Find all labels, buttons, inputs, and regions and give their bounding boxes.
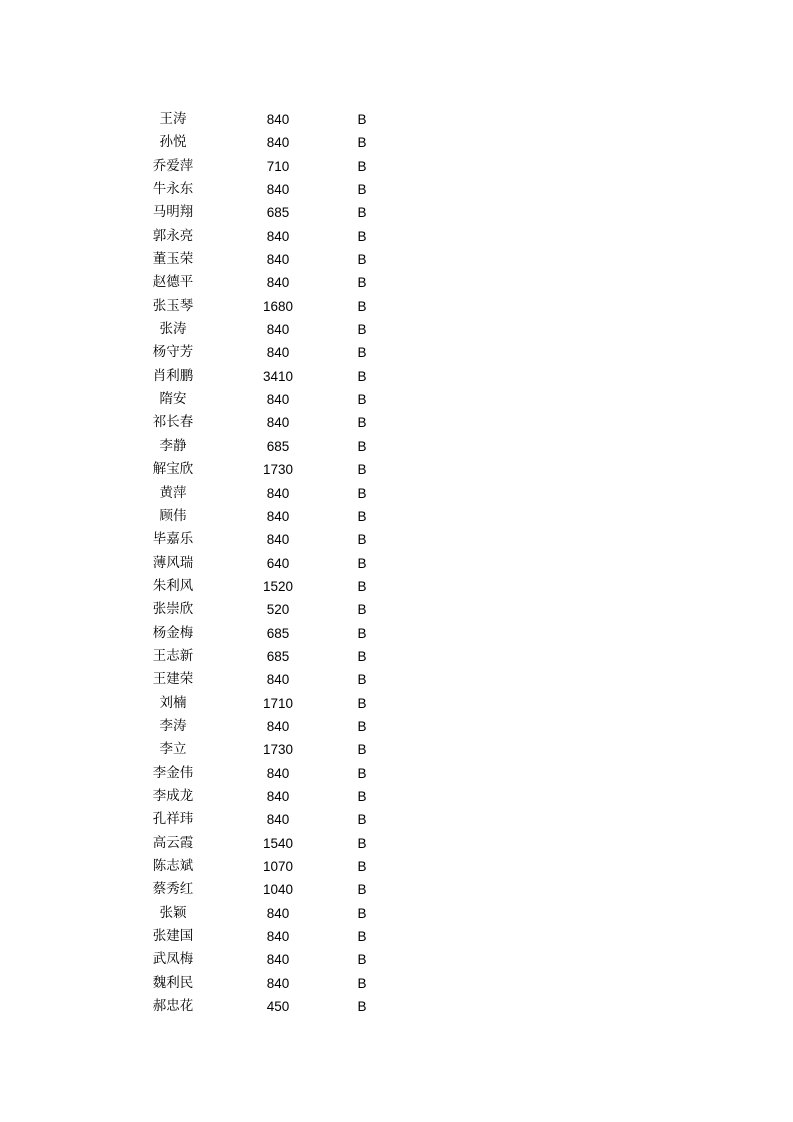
grade-cell: B xyxy=(357,252,367,268)
table-row xyxy=(0,925,793,948)
table-row xyxy=(0,645,793,668)
table-row xyxy=(0,155,793,178)
grade-cell: B xyxy=(357,275,367,291)
table-row xyxy=(0,178,793,201)
amount-cell: 1730 xyxy=(262,462,294,478)
amount-cell: 840 xyxy=(266,905,290,921)
amount-cell: 840 xyxy=(266,182,290,198)
table-row xyxy=(0,738,793,761)
table-row xyxy=(0,108,793,131)
amount-cell: 840 xyxy=(266,252,290,268)
name-cell: 董玉荣 xyxy=(152,251,194,268)
grade-cell: B xyxy=(357,508,367,524)
name-cell: 张涛 xyxy=(159,321,187,338)
name-cell: 乔爱萍 xyxy=(152,157,194,174)
amount-cell: 840 xyxy=(266,112,290,127)
name-cell: 解宝欣 xyxy=(152,461,194,478)
name-cell: 牛永东 xyxy=(152,181,194,198)
table-row xyxy=(0,131,793,154)
grade-cell: B xyxy=(357,415,367,431)
amount-cell: 840 xyxy=(266,975,290,991)
table-row xyxy=(0,575,793,598)
grade-cell: B xyxy=(357,695,367,711)
grade-cell: B xyxy=(357,182,367,198)
name-cell: 李立 xyxy=(159,741,187,758)
table-row xyxy=(0,832,793,855)
amount-cell: 840 xyxy=(266,508,290,524)
table-row xyxy=(0,902,793,925)
amount-cell: 840 xyxy=(266,275,290,291)
amount-cell: 1040 xyxy=(262,882,294,898)
name-cell: 张玉琴 xyxy=(152,297,194,314)
amount-cell: 685 xyxy=(266,438,290,454)
name-cell: 薄风瑞 xyxy=(152,554,194,571)
table-row xyxy=(0,995,793,1018)
amount-cell: 840 xyxy=(266,532,290,548)
table-row xyxy=(0,808,793,831)
amount-cell: 520 xyxy=(266,602,290,618)
name-cell: 张崇欣 xyxy=(152,601,194,618)
table-row xyxy=(0,365,793,388)
table-row xyxy=(0,528,793,551)
amount-cell: 685 xyxy=(266,625,290,641)
table-row xyxy=(0,972,793,995)
name-cell: 武凤梅 xyxy=(152,951,194,968)
grade-cell: B xyxy=(357,602,367,618)
name-cell: 高云霞 xyxy=(152,834,194,851)
name-cell: 马明翔 xyxy=(152,204,194,221)
grade-cell: B xyxy=(357,368,367,384)
table-row xyxy=(0,295,793,318)
amount-cell: 840 xyxy=(266,485,290,501)
name-cell: 顾伟 xyxy=(159,507,187,524)
amount-cell: 840 xyxy=(266,345,290,361)
table-row xyxy=(0,225,793,248)
name-cell: 杨金梅 xyxy=(152,624,194,641)
name-cell: 祁长春 xyxy=(152,414,194,431)
name-cell: 赵德平 xyxy=(152,274,194,291)
grade-cell: B xyxy=(357,788,367,804)
table-row xyxy=(0,878,793,901)
table-row xyxy=(0,435,793,458)
grade-cell: B xyxy=(357,718,367,734)
amount-cell: 1730 xyxy=(262,742,294,758)
amount-cell: 1680 xyxy=(262,298,294,314)
name-cell: 郭永亮 xyxy=(152,227,194,244)
table-row xyxy=(0,505,793,528)
grade-cell: B xyxy=(357,485,367,501)
amount-cell: 840 xyxy=(266,718,290,734)
amount-cell: 840 xyxy=(266,228,290,244)
amount-cell: 840 xyxy=(266,812,290,828)
grade-cell: B xyxy=(357,345,367,361)
grade-cell: B xyxy=(357,555,367,571)
name-cell: 黄萍 xyxy=(159,484,187,501)
grade-cell: B xyxy=(357,228,367,244)
grade-cell: B xyxy=(357,905,367,921)
amount-cell: 840 xyxy=(266,415,290,431)
grade-cell: B xyxy=(357,135,367,151)
amount-cell: 685 xyxy=(266,205,290,221)
grade-cell: B xyxy=(357,625,367,641)
amount-cell: 710 xyxy=(266,158,290,174)
amount-cell: 840 xyxy=(266,322,290,338)
amount-cell: 450 xyxy=(266,999,290,1015)
grade-cell: B xyxy=(357,742,367,758)
table-row xyxy=(0,341,793,364)
grade-cell: B xyxy=(357,298,367,314)
name-cell: 毕嘉乐 xyxy=(152,531,194,548)
amount-cell: 840 xyxy=(266,929,290,945)
amount-cell: 840 xyxy=(266,392,290,408)
table-row xyxy=(0,692,793,715)
amount-cell: 3410 xyxy=(262,368,294,384)
table-row xyxy=(0,598,793,621)
table-row xyxy=(0,785,793,808)
name-cell: 蔡秀红 xyxy=(152,881,194,898)
amount-cell: 1070 xyxy=(262,859,294,874)
table-row xyxy=(0,411,793,434)
table-row xyxy=(0,318,793,341)
amount-cell: 1710 xyxy=(262,695,294,711)
grade-cell: B xyxy=(357,999,367,1015)
name-cell: 李成龙 xyxy=(152,787,194,804)
name-cell: 王志新 xyxy=(152,647,194,664)
grade-cell: B xyxy=(357,112,367,127)
grade-cell: B xyxy=(357,648,367,664)
grade-cell: B xyxy=(357,882,367,898)
amount-cell: 640 xyxy=(266,555,290,571)
grade-cell: B xyxy=(357,205,367,221)
name-cell: 郝忠花 xyxy=(152,998,194,1015)
amount-cell: 840 xyxy=(266,788,290,804)
table-row xyxy=(0,388,793,411)
amount-cell: 840 xyxy=(266,765,290,781)
table-row xyxy=(0,762,793,785)
name-cell: 朱利风 xyxy=(152,577,194,594)
table-row xyxy=(0,271,793,294)
grade-cell: B xyxy=(357,532,367,548)
table-row xyxy=(0,622,793,645)
table-row xyxy=(0,458,793,481)
name-cell: 李静 xyxy=(159,437,187,454)
grade-cell: B xyxy=(357,952,367,968)
name-cell: 张颖 xyxy=(159,904,187,921)
grade-cell: B xyxy=(357,392,367,408)
table-row xyxy=(0,482,793,505)
grade-cell: B xyxy=(357,158,367,174)
name-cell: 李涛 xyxy=(159,717,187,734)
amount-cell: 1540 xyxy=(262,835,294,851)
amount-cell: 840 xyxy=(266,672,290,688)
table-row xyxy=(0,948,793,971)
grade-cell: B xyxy=(357,322,367,338)
name-cell: 刘楠 xyxy=(159,694,187,711)
grade-cell: B xyxy=(357,438,367,454)
grade-cell: B xyxy=(357,812,367,828)
grade-cell: B xyxy=(357,462,367,478)
name-cell: 隋安 xyxy=(159,391,187,408)
amount-cell: 840 xyxy=(266,952,290,968)
grade-cell: B xyxy=(357,578,367,594)
amount-cell: 840 xyxy=(266,135,290,151)
amount-cell: 1520 xyxy=(262,578,294,594)
table-row xyxy=(0,855,793,878)
grade-cell: B xyxy=(357,929,367,945)
name-cell: 孙悦 xyxy=(159,134,187,151)
grade-cell: B xyxy=(357,975,367,991)
name-cell: 魏利民 xyxy=(152,974,194,991)
data-table xyxy=(0,108,793,1018)
name-cell: 王涛 xyxy=(159,111,187,127)
table-row xyxy=(0,201,793,224)
name-cell: 张建国 xyxy=(152,928,194,945)
name-cell: 肖利鹏 xyxy=(152,367,194,384)
name-cell: 杨守芳 xyxy=(152,344,194,361)
grade-cell: B xyxy=(357,859,367,874)
grade-cell: B xyxy=(357,835,367,851)
table-row xyxy=(0,668,793,691)
name-cell: 陈志斌 xyxy=(152,858,194,874)
table-row xyxy=(0,715,793,738)
name-cell: 王建荣 xyxy=(152,671,194,688)
amount-cell: 685 xyxy=(266,648,290,664)
table-row xyxy=(0,552,793,575)
table-row xyxy=(0,248,793,271)
grade-cell: B xyxy=(357,672,367,688)
name-cell: 李金伟 xyxy=(152,764,194,781)
name-cell: 孔祥玮 xyxy=(152,811,194,828)
grade-cell: B xyxy=(357,765,367,781)
